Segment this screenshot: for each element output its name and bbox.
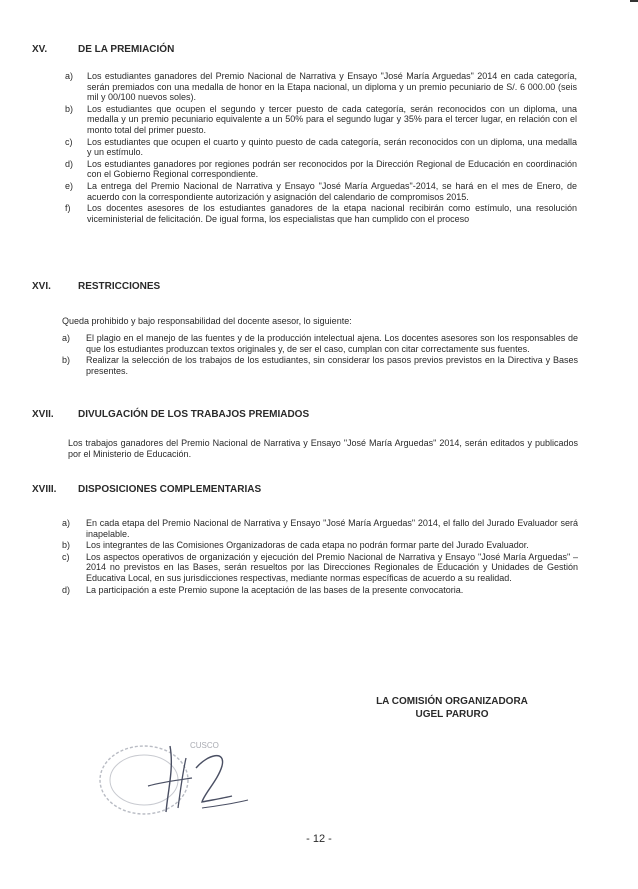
list-item xyxy=(65,71,577,103)
item-text: Realizar la selección de los trabajos de los estudiantes, sin considerar los pasos previos previstos en la Directiva y Bases presentes. xyxy=(86,355,578,376)
item-text: En cada etapa del Premio Nacional de Narrativa y Ensayo "José María Arguedas" 2014, el fallo del Jurado Evaluador será inapelable. xyxy=(86,518,578,539)
section-number: XVII. xyxy=(32,409,54,420)
list-item xyxy=(62,333,578,354)
item-text: El plagio en el manejo de las fuentes y de la producción intelectual ajena. Los docentes asesores son los responsables de que los estudiantes produzcan textos originales y, de ser el caso, cumplan con citar correctamente sus fuentes. xyxy=(86,333,578,354)
item-marker: d) xyxy=(65,158,74,169)
list-item xyxy=(65,181,577,202)
item-text: Los estudiantes que ocupen el segundo y tercer puesto de cada categoría, serán reconocidos con un diploma, una medalla y un premio pecuniario equivalente a un 50% para el segundo lugar y 35% para el tercer lugar, en relación con el monto total del primer puesto. xyxy=(87,103,577,135)
item-text: La participación a este Premio supone la aceptación de las bases de la presente convocatoria. xyxy=(86,584,464,595)
item-marker: f) xyxy=(65,203,71,214)
section-number: XVI. xyxy=(32,281,51,292)
item-marker: a) xyxy=(62,333,71,343)
list-item xyxy=(62,518,578,539)
list-item xyxy=(65,104,577,136)
section-heading-xviii xyxy=(32,484,261,495)
section-heading-xvii xyxy=(32,409,309,420)
section-title: RESTRICCIONES xyxy=(78,281,161,292)
item-marker: e) xyxy=(65,180,74,191)
divulgacion-text: Los trabajos ganadores del Premio Nacional de Narrativa y Ensayo "José María Arguedas" 2014, serán editados y publicados por el Ministerio de Educación. xyxy=(68,438,578,459)
list-item xyxy=(65,137,577,158)
item-text: Los estudiantes ganadores del Premio Nacional de Narrativa y Ensayo "José María Arguedas" 2014 en cada categoría, serán premiados con una medalla de honor en la Etapa nacional, un diploma y un premio pecuniario de S/. 6 000.00 (seis mil y 00/100 nuevos soles). xyxy=(87,71,577,103)
page-edge-mark xyxy=(630,0,638,2)
section-heading-xv xyxy=(32,44,174,55)
item-marker: c) xyxy=(65,136,73,147)
premiacion-list xyxy=(65,71,577,225)
item-marker: a) xyxy=(62,518,71,528)
seal-stamp-icon xyxy=(82,728,262,818)
stamp-text: CUSCO xyxy=(190,741,219,750)
item-marker: b) xyxy=(62,355,71,366)
item-text: La entrega del Premio Nacional de Narrativa y Ensayo "José María Arguedas"-2014, se hará en el mes de Enero, de acuerdo con la correspondiente autorización y asignación del calendario de compromisos 2015. xyxy=(87,180,577,202)
page-number: - 12 - xyxy=(306,833,332,845)
signature-block xyxy=(352,695,552,721)
item-marker: c) xyxy=(62,551,70,562)
section-title: DE LA PREMIACIÓN xyxy=(78,44,175,55)
item-text: Los estudiantes que ocupen el cuarto y quinto puesto de cada categoría, serán reconocidos con un diploma, una medalla y un estímulo. xyxy=(87,136,577,158)
list-item xyxy=(65,159,577,180)
restricciones-list xyxy=(62,333,578,377)
restricciones-intro: Queda prohibido y bajo responsabilidad del docente asesor, lo siguiente: xyxy=(62,316,352,326)
item-text: Los integrantes de las Comisiones Organizadoras de cada etapa no podrán formar parte del Jurado Evaluador. xyxy=(86,540,529,551)
section-title: DIVULGACIÓN DE LOS TRABAJOS PREMIADOS xyxy=(78,409,310,420)
list-item xyxy=(62,355,578,376)
section-number: XVIII. xyxy=(32,484,57,495)
section-heading-xvi xyxy=(32,281,160,292)
item-marker: b) xyxy=(62,540,71,551)
signature-line-2: UGEL PARURO xyxy=(415,709,489,720)
item-marker: d) xyxy=(62,584,71,595)
disposiciones-list xyxy=(62,518,578,596)
list-item xyxy=(62,540,578,551)
list-item xyxy=(65,203,577,224)
item-marker: a) xyxy=(65,71,74,81)
section-number: XV. xyxy=(32,44,48,55)
list-item xyxy=(62,585,578,596)
item-text: Los docentes asesores de los estudiantes ganadores de la etapa nacional recibirán como estímulo, una resolución viceministerial de felicitación. De igual forma, los especialistas que han cumplido con el proceso xyxy=(87,203,577,224)
section-title: DISPOSICIONES COMPLEMENTARIAS xyxy=(78,484,262,495)
item-marker: b) xyxy=(65,103,74,114)
item-text: Los estudiantes ganadores por regiones podrán ser reconocidos por la Dirección Regional de Educación en coordinación con el Gobierno Regional correspondiente. xyxy=(87,158,577,180)
signature-line-1: LA COMISIÓN ORGANIZADORA xyxy=(376,696,528,707)
item-text: Los aspectos operativos de organización y ejecución del Premio Nacional de Narrativa y Ensayo "José María Arguedas" – 2014 no previstos en las Bases, serán resueltos por las Direcciones Regionales de Educación y Unidades de Gestión Educativa Local, en sus jurisdicciones respectivas, mediante normas específicas de acuerdo a su realidad. xyxy=(86,551,578,583)
list-item xyxy=(62,552,578,584)
